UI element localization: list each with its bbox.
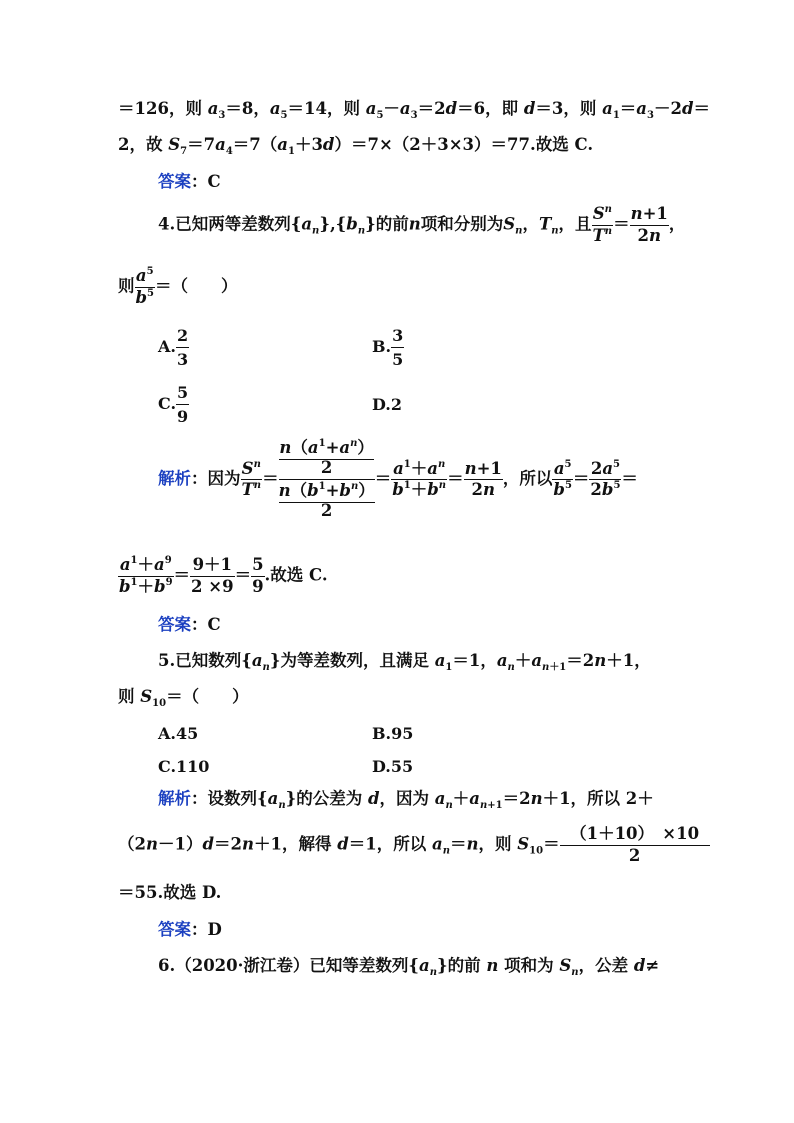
q4-query-fraction: $\frac{a^5}{b^5}$ — [135, 266, 155, 307]
q5-option-a: A.45 — [158, 724, 199, 743]
q5-analysis-line-1: 解析：设数列$\{a_n\}$的公差为 d，因为 $a_n+a_{n+1}=2n+1$，所以 2＋ — [158, 789, 654, 811]
q5-stem-line-2: 则 $S_{10}=$（ ） — [118, 687, 249, 709]
q4-ratio-fraction: $\frac{S^n}{T^n}$ — [592, 204, 613, 245]
q4-stem-line-2: 则 $\frac{a^5}{b^5}$ ＝（ ） — [118, 266, 238, 307]
q5-sum-fraction: $\frac{(1+10) \times 10}{2}$ — [560, 826, 710, 864]
q4-option-a: A. $\frac{2}{3}$ — [158, 326, 189, 369]
q3-answer: 答案：C — [158, 172, 221, 191]
q4-option-d: D.2 — [372, 395, 403, 414]
q5-stem-line-1: 5.已知数列$\{a_n\}$为等差数列，且满足 $a_1=1$，$a_n+a_{n+1}=2n+1$， — [158, 651, 651, 673]
q4-analysis-line-1: 解析：因为 $\frac{S^n}{T^n}$ ＝ $\frac{\frac{n(a^1+a^n)}{2}}{\frac{n(b^1+b^n)}{2}}$ ＝ $\frac{a^1+a^n}{b^1+b^n}$ ＝ $\frac{n+1}{2n}$ ，所以 $\frac{a^5}{b^5}$ ＝ $\frac{2a^5}{2b^5}$ ＝ — [158, 438, 638, 520]
q4-option-b: B. $\frac{3}{5}$ — [372, 326, 404, 369]
q5-analysis-line-3: ＝55.故选 D. — [118, 883, 222, 902]
q5-analysis-line-2: （2n－1）d＝2n＋1，解得 d＝1，所以 $a_n=n$，则 $S_{10}=$ $\frac{(1+10) \times 10}{2}$ — [118, 826, 710, 864]
q4-stem-line-1: 4.已知两等差数列$\{a_n\},\{b_n\}$的前n项和分别为$S_n$，$T_n$，且 $\frac{S^n}{T^n}$ ＝ $\frac{n+1}{2n}$ ， — [158, 204, 686, 245]
q3-line-2: 2，故 $S_7=7a_4=7(a_1+3d)=7\times(2+3\times 3)=77$.故选 C. — [118, 135, 594, 157]
q4-answer: 答案：C — [158, 615, 221, 634]
q5-answer: 答案：D — [158, 920, 222, 939]
q5-option-d: D.55 — [372, 757, 414, 776]
q4-compound-fraction: $\frac{\frac{n(a^1+a^n)}{2}}{\frac{n(b^1+b^n)}{2}}$ — [278, 438, 375, 520]
q5-option-b: B.95 — [372, 724, 414, 743]
q3-line-1: ＝126，则 $a_3=8$，$a_5=14$，则 $a_5-a_3=2d=6$，即 d＝3，则 $a_1=a_3-2d=$ — [118, 99, 710, 121]
q5-option-c: C.110 — [158, 757, 210, 776]
q6-stem-line-1: 6.（2020·浙江卷）已知等差数列$\{a_n\}$的前 n 项和为 $S_n$，公差 d≠ — [158, 956, 660, 978]
q4-analysis-line-2: $\frac{a^1+a^9}{b^1+b^9}$ ＝ $\frac{9+1}{2 \times 9}$ ＝ $\frac{5}{9}$ .故选 C. — [119, 555, 328, 596]
q4-rhs-fraction: $\frac{n+1}{2n}$ — [630, 204, 668, 245]
q4-option-c: C. $\frac{5}{9}$ — [158, 383, 189, 426]
